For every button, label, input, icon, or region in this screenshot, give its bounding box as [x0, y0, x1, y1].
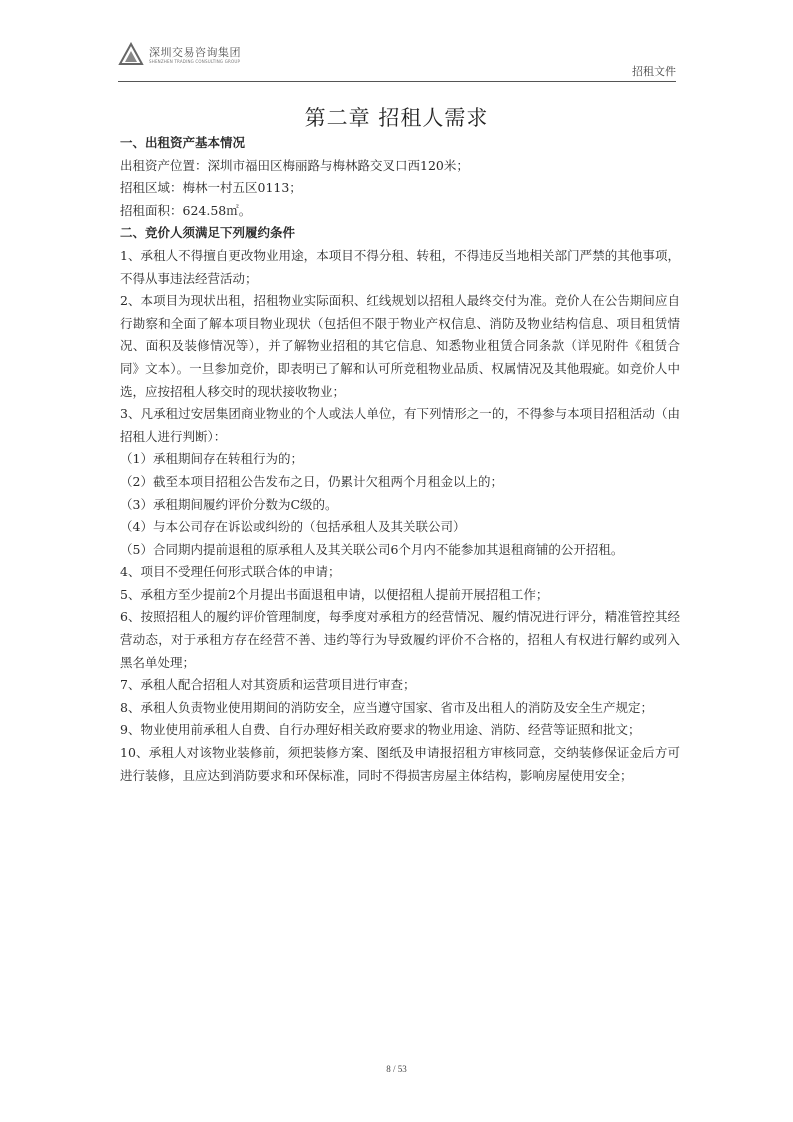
condition-item: 6、按照招租人的履约评价管理制度，每季度对承租方的经营情况、履约情况进行评分，精准管控其经营动态，对于承租方存在经营不善、违约等行为导致履约评价不合格的，招租人有权进行解约或列入黑名单处理； — [120, 609, 680, 670]
condition-item: 1、承租人不得擅自更改物业用途，本项目不得分租、转租，不得违反当地相关部门严禁的其他事项，不得从事违法经营活动； — [120, 247, 680, 286]
section-heading: 二、竞价人须满足下列履约条件 — [120, 225, 296, 241]
document-body — [120, 132, 680, 787]
condition-item: 7、承租人配合招租人对其资质和运营项目进行审查； — [120, 677, 416, 693]
logo-company-name: 深圳交易咨询集团 — [149, 45, 241, 59]
condition-item: 10、承租人对该物业装修前，须把装修方案、图纸及申请报招租方审核同意，交纳装修保证金后方可进行装修，且应达到消防要求和环保标准，同时不得损害房屋主体结构，影响房屋使用安全； — [120, 745, 680, 783]
logo-text — [149, 46, 241, 65]
condition-sub-item: （4）与本公司存在诉讼或纠纷的（包括承租人及其关联公司） — [120, 519, 466, 535]
asset-area: 招租面积：624.58㎡。 — [120, 202, 252, 218]
condition-sub-item: （3）承租期间履约评价分数为C级的。 — [120, 496, 338, 512]
page-number: 8 / 53 — [386, 1064, 407, 1074]
logo-company-name-en: SHENZHEN TRADING CONSULTING GROUP — [149, 58, 241, 64]
header-divider — [118, 81, 676, 82]
header-logo — [118, 42, 241, 68]
condition-sub-item: （1）承租期间存在转租行为的； — [120, 451, 303, 467]
company-logo-icon — [118, 42, 144, 68]
condition-item: 4、项目不受理任何形式联合体的申请； — [120, 564, 341, 580]
condition-item: 3、凡承租过安居集团商业物业的个人或法人单位，有下列情形之一的，不得参与本项目招租活动（由招租人进行判断）： — [120, 406, 680, 444]
condition-item: 9、物业使用前承租人自费、自行办理好相关政府要求的物业用途、消防、经营等证照和批文； — [120, 722, 641, 738]
condition-item: 2、本项目为现状出租，招租物业实际面积、红线规划以招租人最终交付为准。竞价人在公告期间应自行勘察和全面了解本项目物业现状（包括但不限于物业产权信息、消防及物业结构信息、项目租赁情况、面积及装修情况等），并了解物业招租的其它信息、知悉物业租赁合同条款（详见附件《租赁合同》文本）。一旦参加竞价，即表明已了解和认可所竞租物业品质、权属情况及其他瑕疵。如竞价人中选，应按招租人移交时的现状接收物业； — [120, 293, 680, 399]
asset-location: 出租资产位置：深圳市福田区梅丽路与梅林路交叉口西120米； — [120, 157, 469, 173]
document-label: 招租文件 — [632, 65, 676, 78]
chapter-title: 第二章 招租人需求 — [304, 106, 489, 130]
condition-item: 8、承租人负责物业使用期间的消防安全，应当遵守国家、省市及出租人的消防及安全生产规定； — [120, 699, 653, 715]
asset-zone: 招租区域：梅林一村五区0113； — [120, 180, 302, 196]
condition-sub-item: （5）合同期内提前退租的原承租人及其关联公司6个月内不能参加其退租商铺的公开招租。 — [120, 541, 624, 557]
section-heading: 一、出租资产基本情况 — [120, 135, 246, 150]
condition-sub-item: （2）截至本项目招租公告发布之日，仍累计欠租两个月租金以上的； — [120, 473, 503, 489]
condition-item: 5、承租方至少提前2个月提出书面退租申请，以便招租人提前开展招租工作； — [120, 586, 549, 602]
